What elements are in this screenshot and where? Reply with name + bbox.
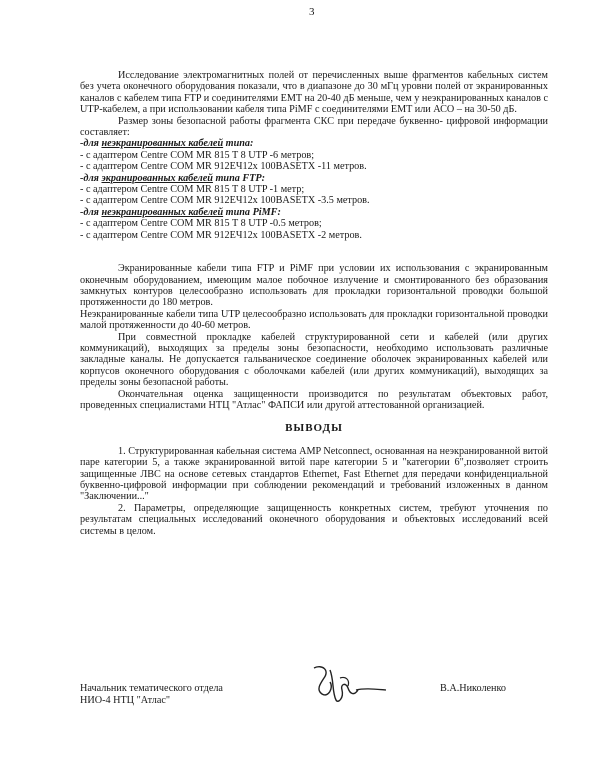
page-number: 3 <box>309 6 315 18</box>
signatory-position <box>80 683 223 707</box>
handwritten-signature <box>300 660 390 712</box>
safe-zone-list <box>80 138 548 241</box>
paragraph-shielded-cables: Экранированные кабели типа FTP и PiMF при условии их использования с экранированным оконечным оборудованием, имеющим малое побочное излучение и смонтированного без образования замкнутых контуров целесообразно использовать для прокладки горизонтальной проводки большой протяженности до 180 метров. <box>80 263 548 309</box>
conclusion-1: 1. Структурированная кабельная система AMP Netconnect, основанная на неэкранированной витой паре категории 5, а также экранированной витой паре категории 5 и "категории 6",позволяет строить защищенные ЛВС на основе сетевых стандартов Ethernet, Fast Ethernet для передачи конфиденциальной буквенно-цифровой информации при соблюдении рекомендаций и требований изложенных в данном "Заключении..." <box>80 445 548 503</box>
group-heading: -для неэкранированных кабелей типа PiMF: <box>80 206 281 218</box>
list-item: - с адаптером Centre COM MR 815 T 8 UTP -0.5 метров; <box>80 218 322 230</box>
list-item: - с адаптером Centre COM MR 815 T 8 UTP -1 метр; <box>80 184 305 196</box>
group-heading: -для неэкранированных кабелей типа: <box>80 138 254 150</box>
conclusion-2: 2. Параметры, определяющие защищенность конкретных систем, требуют уточнения по результатам специальных исследований оконечного оборудования и объектовых исследований всей системы в целом. <box>80 502 548 537</box>
document-body <box>80 70 548 537</box>
list-item: - с адаптером Centre COM MR 912ЕЧ12х 100BASETX -3.5 метров. <box>80 195 370 207</box>
paragraph-final-assessment: Окончательная оценка защищенности производится по результатам объектовых работ, проведенных специалистами НТЦ "Атлас" ФАПСИ или другой аттестованной организацией. <box>80 388 548 411</box>
group-heading: -для экранированных кабелей типа FTP: <box>80 172 266 184</box>
list-item: - с адаптером Centre COM MR 912ЕЧ12х 100BASETX -2 метров. <box>80 229 362 241</box>
list-item: - с адаптером Centre COM MR 912ЕЧ12х 100BASETX -11 метров. <box>80 161 367 173</box>
list-item: - с адаптером Centre COM MR 815 T 8 UTP -6 метров; <box>80 149 315 161</box>
paragraph-em-fields: Исследование электромагнитных полей от перечисленных выше фрагментов кабельных систем без учета оконечного оборудования показали, что в диапазоне до 30 мГц уровни полей от экранированных каналов с кабелем типа FTP и соединителями EMT на 20-40 дБ меньше, чем у неэкранированных каналов с UTP-кабелем, а при использовании кабеля типа PiMF с соединителями EMT или АСО – на 30-50 дБ. <box>80 70 548 116</box>
paragraph-safe-zone: Размер зоны безопасной работы фрагмента СКС при передаче буквенно- цифровой информации составляет: <box>80 115 548 139</box>
position-line: Начальник тематического отдела <box>80 683 223 694</box>
conclusions-title: ВЫВОДЫ <box>285 422 343 435</box>
signatory-name: В.А.Николенко <box>440 683 507 694</box>
paragraph-unshielded-cables: Неэкранированные кабели типа UTP целесообразно использовать для прокладки горизонтальной проводки малой протяженности до 40-60 метров. <box>80 308 548 332</box>
position-line: НИО-4 НТЦ "Атлас" <box>80 695 171 706</box>
paragraph-joint-laying: При совместной прокладке кабелей структурированной сети и кабелей (или других коммуникаций), выходящих за пределы зоны безопасности, необходимо использовать различные закладные каналы. Не допускается гальваническое соединение оболочек экранированных кабелей или корпусов оконечного оборудования с оболочками кабелей (или других коммуникаций), выходящих за пределы зоны безопасной работы. <box>80 331 548 389</box>
